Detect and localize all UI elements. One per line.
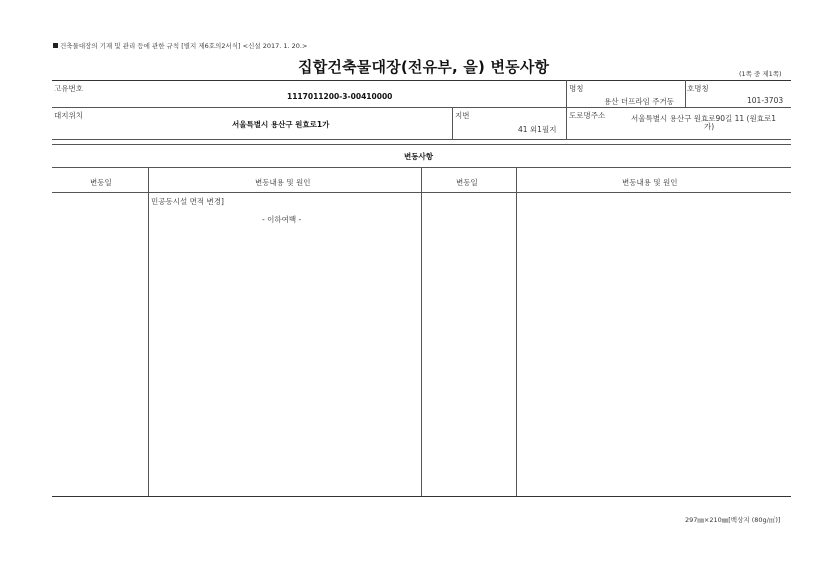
page-title: 집합건축물대장(전유부, 을) 변동사항 [298, 58, 550, 76]
road-value-line1: 서울특별시 용산구 원효로90길 11 (원효로1 [631, 114, 776, 123]
header-col-divider-3 [452, 107, 453, 139]
page-info: (1쪽 중 제1쪽) [739, 70, 782, 78]
regulation-note: 건축물대장의 기재 및 관리 등에 관한 규칙 [별지 제6호의2서식] <신설 2017. 1. 20.> [53, 41, 307, 50]
road-label: 도로명주소 [569, 111, 606, 120]
header-row-divider [52, 107, 791, 108]
col-header-date: 변동일 [90, 178, 112, 187]
header-col-divider-2 [685, 80, 686, 107]
unique-no-label: 고유번호 [54, 84, 83, 93]
table-col-divider-3 [516, 167, 517, 496]
square-bullet-icon [53, 43, 58, 48]
lot-value: 41 외1필지 [518, 125, 557, 134]
unit-value: 101-3703 [747, 96, 784, 105]
col-header-date-2: 변동일 [456, 178, 478, 187]
change-entry-text: 민공동시설 면적 변경] [151, 197, 224, 206]
section-top-border [52, 144, 791, 145]
name-label: 명칭 [569, 84, 584, 93]
col-header-content-2: 변동내용 및 원인 [622, 178, 678, 187]
lot-label: 지번 [455, 111, 470, 120]
road-value-line2: 가) [704, 122, 715, 131]
col-header-content: 변동내용 및 원인 [255, 178, 311, 187]
table-bottom-border [52, 496, 791, 497]
table-col-divider-1 [148, 167, 149, 496]
header-bottom-border [52, 139, 791, 140]
table-col-divider-2 [421, 167, 422, 496]
paper-size: 297㎜×210㎜[백상지 (80g/㎡)] [685, 516, 781, 524]
site-label: 대지위치 [54, 111, 83, 120]
section-title: 변동사항 [404, 152, 433, 161]
unique-no-value: 1117011200-3-00410000 [287, 92, 393, 101]
name-value: 용산 더프라임 주거동 [604, 97, 674, 106]
blank-note: - 이하여백 - [262, 215, 302, 224]
header-col-divider-1 [566, 80, 567, 139]
header-top-border [52, 80, 791, 81]
site-value: 서울특별시 용산구 원효로1가 [232, 120, 330, 129]
unit-label: 호명칭 [687, 84, 709, 93]
